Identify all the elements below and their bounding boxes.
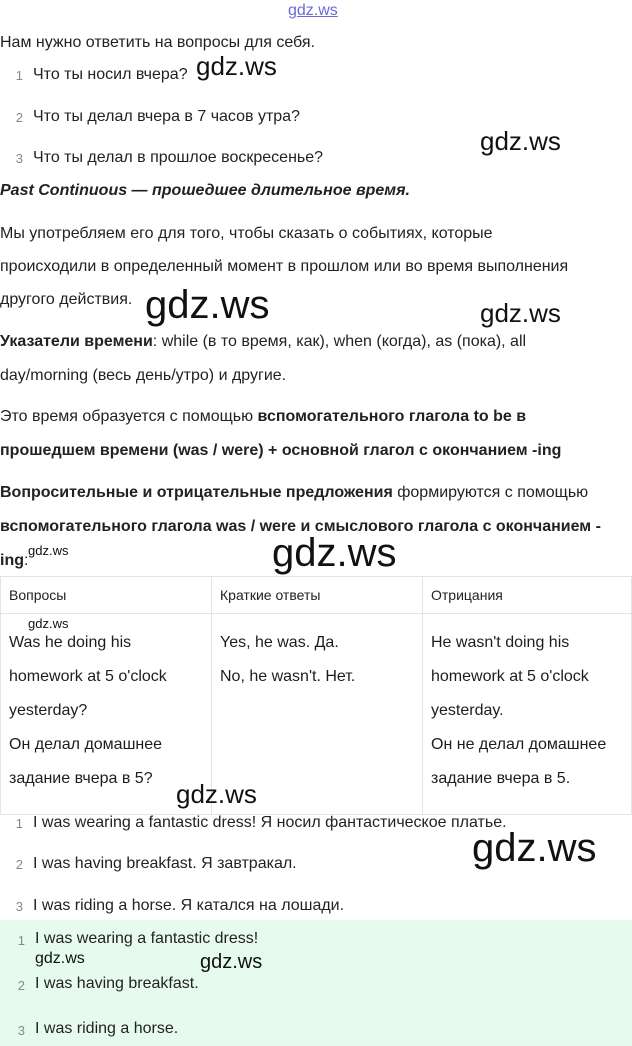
markers-line: day/morning (весь день/утро) и другие. [0, 367, 287, 384]
question-rule-line [0, 484, 588, 502]
answer-item: I was wearing a fantastic dress! Я носил фантастическое платье. [33, 814, 507, 831]
usage-line: происходили в определенный момент в прошлом или во время выполнения [0, 258, 569, 275]
answer-item: I was having breakfast. Я завтракал. [33, 855, 297, 872]
final-answer-item: I was riding a horse. [35, 1020, 179, 1037]
usage-line: другого действия. [0, 291, 133, 308]
question-number: 2 [15, 110, 23, 125]
usage-line: Мы употребляем его для того, чтобы сказать о событиях, которые [0, 225, 493, 242]
question-item: Что ты делал в прошлое воскресенье? [33, 149, 324, 166]
watermark: gdz.ws [480, 126, 561, 156]
watermark: gdz.ws [35, 950, 85, 967]
watermark: gdz.ws [472, 826, 597, 870]
answer-item: I was riding a horse. Я катался на лошади. [33, 897, 345, 914]
watermark: gdz.ws [200, 951, 263, 973]
table-header-questions: Вопросы [1, 577, 212, 614]
cell-line: He wasn't doing his [431, 634, 570, 651]
final-answer-item: I was wearing a fantastic dress! [35, 930, 259, 947]
question-number: 3 [15, 151, 23, 166]
tense-heading: Past Continuous — прошедшее длительное время. [0, 182, 410, 199]
question-rule-bold: Вопросительные и отрицательные предложения [0, 484, 393, 501]
question-rule-text: формируются с помощью [392, 484, 589, 501]
watermark: gdz.ws [272, 531, 397, 575]
cell-line: yesterday. [431, 702, 504, 719]
cell-line: homework at 5 o'clock [9, 668, 167, 685]
answer-number: 2 [15, 857, 23, 872]
cell-line: Was he doing his [9, 634, 132, 651]
final-answer-number: 3 [17, 1023, 25, 1038]
markers-text: : while (в то время, как), when (когда), as (пока), all [152, 333, 527, 350]
answer-number: 3 [15, 899, 23, 914]
table-header-negations: Отрицания [423, 577, 632, 614]
formation-bold: вспомогательного глагола to be в [257, 408, 527, 425]
markers-line [0, 333, 526, 351]
formation-line [0, 408, 526, 426]
watermark-top-link[interactable]: gdz.ws [288, 2, 338, 19]
watermark: gdz.ws [196, 51, 277, 81]
grammar-table [0, 576, 632, 815]
question-rule-text: : [24, 552, 29, 569]
cell-line: задание вчера в 5? [9, 770, 153, 787]
question-rule-line: вспомогательного глагола was / were и смыслового глагола с окончанием - [0, 518, 601, 535]
formation-line: прошедшем времени (was / were) + основной глагол с окончанием -ing [0, 442, 562, 459]
table-header-row [1, 577, 632, 614]
final-answer-number: 2 [17, 978, 25, 993]
question-rule-line [0, 552, 28, 570]
question-number: 1 [15, 68, 23, 83]
cell-line: Он делал домашнее [9, 736, 163, 753]
table-row [1, 614, 632, 815]
cell-line: задание вчера в 5. [431, 770, 571, 787]
intro-text: Нам нужно ответить на вопросы для себя. [0, 34, 315, 51]
table-header-short-answers: Краткие ответы [212, 577, 423, 614]
watermark: gdz.ws [176, 779, 257, 809]
answer-number: 1 [15, 816, 23, 831]
markers-label: Указатели времени [0, 333, 153, 350]
question-item: Что ты делал вчера в 7 часов утра? [33, 108, 300, 125]
question-item: Что ты носил вчера? [33, 66, 188, 83]
cell-line: homework at 5 o'clock [431, 668, 589, 685]
watermark: gdz.ws [28, 543, 69, 558]
table-cell-negations [423, 614, 632, 815]
formation-prefix: Это время образуется с помощью [0, 408, 258, 425]
watermark: gdz.ws [28, 616, 69, 631]
question-rule-bold: ing [0, 552, 24, 569]
cell-line: Yes, he was. Да. [220, 634, 339, 651]
final-answer-item: I was having breakfast. [35, 975, 199, 992]
cell-line: No, he wasn't. Нет. [220, 668, 356, 685]
cell-line: yesterday? [9, 702, 88, 719]
watermark: gdz.ws [145, 283, 270, 327]
cell-line: Он не делал домашнее [431, 736, 607, 753]
final-answer-number: 1 [17, 933, 25, 948]
watermark: gdz.ws [480, 298, 561, 328]
